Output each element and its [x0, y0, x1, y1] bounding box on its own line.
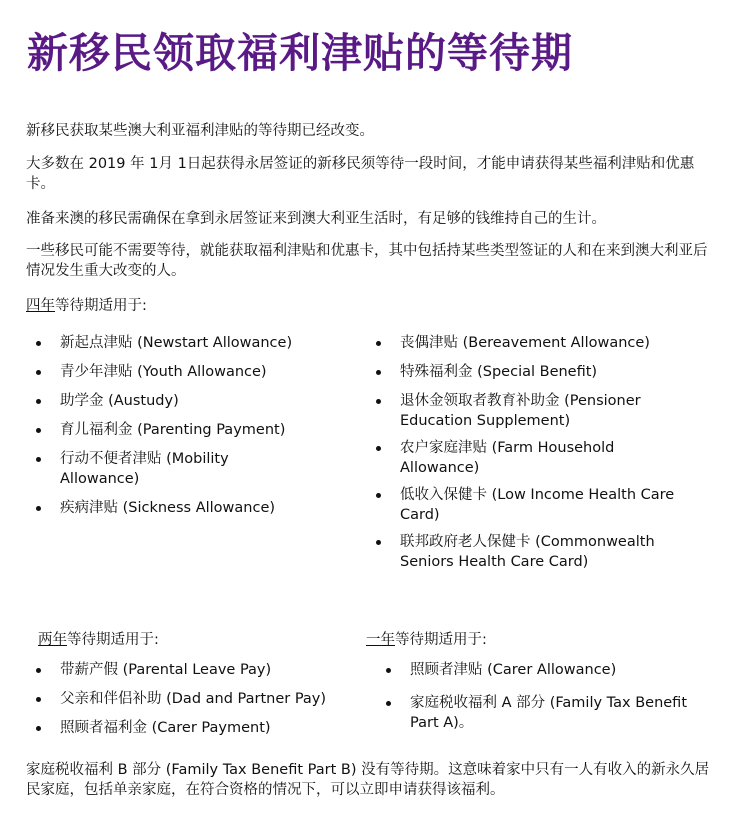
list-item: 助学金 (Austudy) [26, 391, 326, 411]
page-title: 新移民领取福利津贴的等待期 [27, 29, 573, 77]
list-item: 父亲和伴侣补助 (Dad and Partner Pay) [26, 689, 366, 709]
list-item: 新起点津贴 (Newstart Allowance) [26, 333, 326, 353]
footer-paragraph: 家庭税收福利 B 部分 (Family Tax Benefit Part B) 没有等待期。这意味着家中只有一人有收入的新永久居民家庭，包括单亲家庭，在符合资格的情况下，可以立即申请获得该福利。 [26, 762, 710, 798]
two-year-list [26, 660, 366, 738]
two-year-heading-underlined: 两年 [38, 632, 67, 648]
four-year-heading [26, 296, 147, 316]
list-item: 青少年津贴 (Youth Allowance) [26, 362, 326, 382]
four-year-list-left [26, 333, 326, 518]
preparation-paragraph: 准备来澳的移民需确保在拿到永居签证来到澳大利亚生活时，有足够的钱维持自己的生计。 [26, 211, 606, 227]
exemption-paragraph: 一些移民可能不需要等待，就能获取福利津贴和优惠卡，其中包括持某些类型签证的人和在来到澳大利亚后情况发生重大改变的人。 [26, 243, 708, 279]
four-year-heading-underlined: 四年 [26, 298, 55, 314]
four-year-list-right [366, 333, 701, 572]
one-year-list [376, 660, 721, 733]
list-item: 育儿福利金 (Parenting Payment) [26, 420, 326, 440]
list-item: 照顾者津贴 (Carer Allowance) [376, 660, 721, 680]
two-year-heading [38, 630, 159, 650]
one-year-heading [366, 630, 487, 650]
list-item: 照顾者福利金 (Carer Payment) [26, 718, 366, 738]
list-item: 带薪产假 (Parental Leave Pay) [26, 660, 366, 680]
list-item: 行动不便者津贴 (Mobility Allowance) [26, 449, 260, 489]
list-item: 丧偶津贴 (Bereavement Allowance) [366, 333, 701, 353]
eligibility-paragraph: 大多数在 2019 年 1月 1日起获得永居签证的新移民须等待一段时间，才能申请获得某些福利津贴和优惠卡。 [26, 156, 695, 192]
two-year-heading-text: 等待期适用于: [67, 632, 159, 648]
list-item: 联邦政府老人保健卡 (Commonwealth Seniors Health Care Card) [366, 532, 690, 572]
list-item: 低收入保健卡 (Low Income Health Care Card) [366, 485, 698, 525]
list-item: 农户家庭津贴 (Farm Household Allowance) [366, 438, 660, 478]
intro-paragraph: 新移民获取某些澳大利亚福利津贴的等待期已经改变。 [26, 123, 374, 139]
list-item: 疾病津贴 (Sickness Allowance) [26, 498, 326, 518]
one-year-heading-text: 等待期适用于: [395, 632, 487, 648]
list-item: 特殊福利金 (Special Benefit) [366, 362, 701, 382]
list-item: 退休金领取者教育补助金 (Pensioner Education Supplement) [366, 391, 670, 431]
list-item: 家庭税收福利 A 部分 (Family Tax Benefit Part A)。 [376, 693, 715, 733]
four-year-heading-text: 等待期适用于: [55, 298, 147, 314]
one-year-heading-underlined: 一年 [366, 632, 395, 648]
